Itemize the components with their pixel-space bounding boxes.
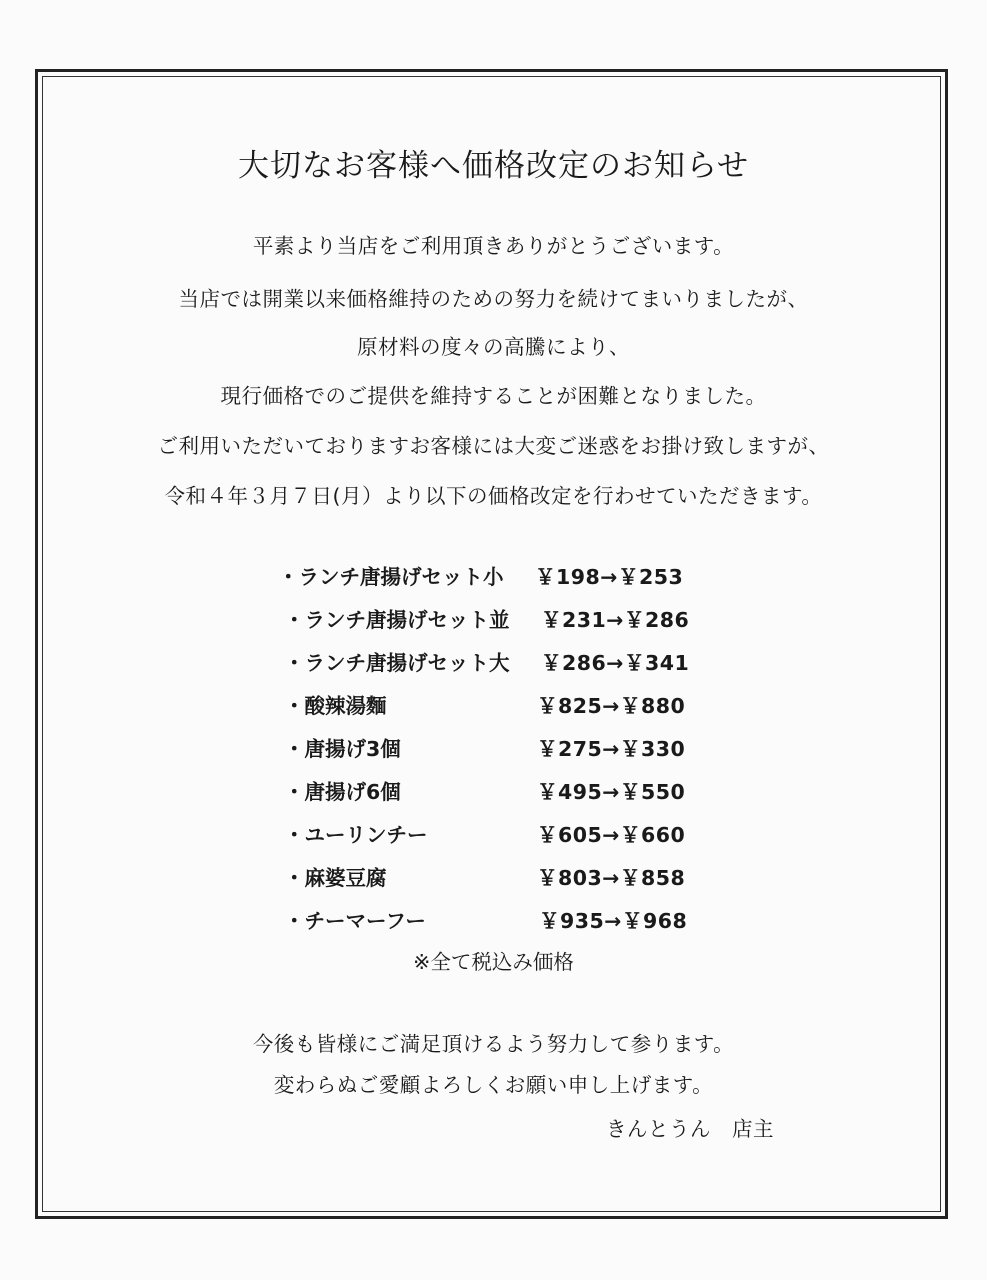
price-change: ￥495→￥550 <box>537 780 686 804</box>
price-item-name: ・チーマーフー <box>284 909 426 933</box>
body-line-2: 当店では開業以来価格維持のための努力を続けてまいりましたが、 <box>178 287 809 311</box>
body-line-1: 平素より当店をご利用頂きありがとうございます。 <box>252 234 735 258</box>
price-item-name: ・唐揚げ3個 <box>284 737 401 761</box>
price-item-name: ・酸辣湯麵 <box>284 694 387 718</box>
price-item-name: ・ランチ唐揚げセット大 <box>284 651 510 675</box>
price-change: ￥275→￥330 <box>537 737 686 761</box>
signature: きんとうん 店主 <box>606 1117 774 1141</box>
price-item-name: ・麻婆豆腐 <box>284 866 387 890</box>
price-item-name: ・ランチ唐揚げセット並 <box>284 608 510 632</box>
body-line-4: 現行価格でのご提供を維持することが困難となりました。 <box>220 384 767 408</box>
price-change: ￥198→￥253 <box>535 565 684 589</box>
price-change: ￥803→￥858 <box>537 866 686 890</box>
body-line-6: 令和４年３月７日(月）より以下の価格改定を行わせていただきます。 <box>164 484 823 508</box>
price-change: ￥286→￥341 <box>541 651 690 675</box>
closing-line-1: 今後も皆様にご満足頂けるよう努力して参ります。 <box>252 1032 735 1056</box>
price-item-name: ・ユーリンチー <box>284 823 428 847</box>
price-item-name: ・唐揚げ6個 <box>284 780 401 804</box>
tax-note: ※全て税込み価格 <box>413 950 574 974</box>
body-line-5: ご利用いただいておりますお客様には大変ご迷惑をお掛け致しますが、 <box>157 434 830 458</box>
price-change: ￥231→￥286 <box>541 608 690 632</box>
notice-title: 大切なお客様へ価格改定のお知らせ <box>237 148 750 184</box>
body-line-3: 原材料の度々の高騰により、 <box>357 335 630 359</box>
closing-line-2: 変わらぬご愛顧よろしくお願い申し上げます。 <box>273 1073 714 1097</box>
price-change: ￥935→￥968 <box>539 909 688 933</box>
price-item-name: ・ランチ唐揚げセット小 <box>278 565 504 589</box>
price-change: ￥605→￥660 <box>537 823 686 847</box>
price-change: ￥825→￥880 <box>537 694 686 718</box>
